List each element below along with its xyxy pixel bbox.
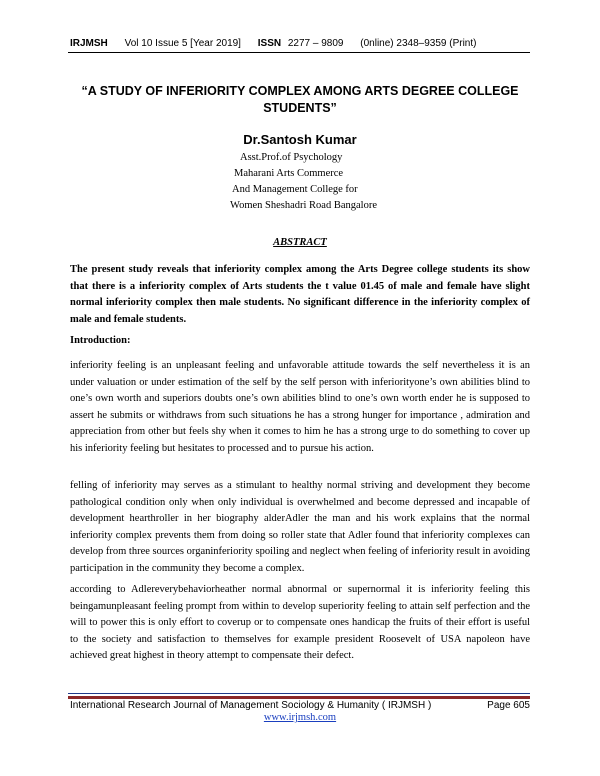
body-paragraph-2: felling of inferiority may serves as a stimulant to healthy normal striving and development they become pathological condition only when only individual is overwhelmed and become depressed and incapable of development hearthroller in her biography alderAdler the man and his work explains that the normal inferiority complex prevents them from doing so roller state that Adler found that inferiority complexes can develop from three sources organinferiority spoiling and neglect when feeling of inferiority result in avoiding participation in the community they become a complex.	[70, 480, 530, 574]
affiliation-line: Maharani Arts Commerce	[234, 168, 344, 179]
issn-print: 2277 – 9809	[287, 38, 344, 49]
footer-journal-name: International Research Journal of Management Sociology & Humanity ( IRJMSH )	[70, 700, 432, 711]
body-paragraph-3: according to Adlereverybehaviorheather normal abnormal or supernormal it is inferiority feeling this beingamunpleasant feeling prompt from within to develop superiority feeling to attain self perfection and the will to power this is only effort to coverup or to compensate ones handicap the fruits of their effort is useful to the society and satisfaction to themselves for example president Roosevelt of USA napoleon have achieved great highest in theory attempt to compensate their defect.	[70, 584, 530, 661]
volume-issue: Vol 10 Issue 5 [Year 2019]	[124, 38, 241, 49]
body-paragraph-1: inferiority feeling is an unpleasant feeling and unfavorable attitude towards the self nevertheless it is an under valuation or under estimation of the self by the self person with inferiorityone’s own abilities blind to one’s own worth and superiors doubts one’s own abilities blind to one’s own worth ender he is supposed to assert he submits or withdraws from such situations he has a strong hunger for importance , admiration and appreciation from other but feels shy when it comes to him he has a strong urge to do something to cover up his inferiority feeling but hesitates to processed and to pursue his action.	[70, 360, 530, 454]
introduction-heading: Introduction:	[70, 335, 131, 346]
running-footer	[70, 700, 530, 723]
journal-abbreviation: IRJMSH	[70, 38, 108, 49]
abstract-heading: ABSTRACT	[273, 237, 327, 248]
affiliation-line: And Management College for	[232, 184, 358, 195]
header-rule	[68, 52, 530, 53]
journal-website-link[interactable]: www.irjmsh.com	[263, 712, 337, 723]
running-header	[70, 38, 530, 49]
page-number: Page 605	[487, 700, 530, 711]
issn-online: (0nline) 2348–9359 (Print)	[360, 38, 477, 49]
affiliation-line: Women Sheshadri Road Bangalore	[230, 200, 377, 211]
author-name: Dr.Santosh Kumar	[243, 132, 357, 147]
abstract-text: The present study reveals that inferiority complex among the Arts Degree college students its show that there is a inferiority complex of Arts students the t value 01.45 of male and female have slight normal inferiority complex then male students. No significant difference in the inferiority complex of male and female students.	[70, 264, 530, 325]
affiliation-line: Asst.Prof.of Psychology	[240, 152, 343, 163]
author-affiliation	[0, 150, 377, 214]
footer-rule	[68, 693, 530, 699]
issn-label: ISSN	[257, 38, 282, 49]
paper-title: “A STUDY OF INFERIORITY COMPLEX AMONG ARTS DEGREE COLLEGE STUDENTS”	[81, 84, 519, 115]
